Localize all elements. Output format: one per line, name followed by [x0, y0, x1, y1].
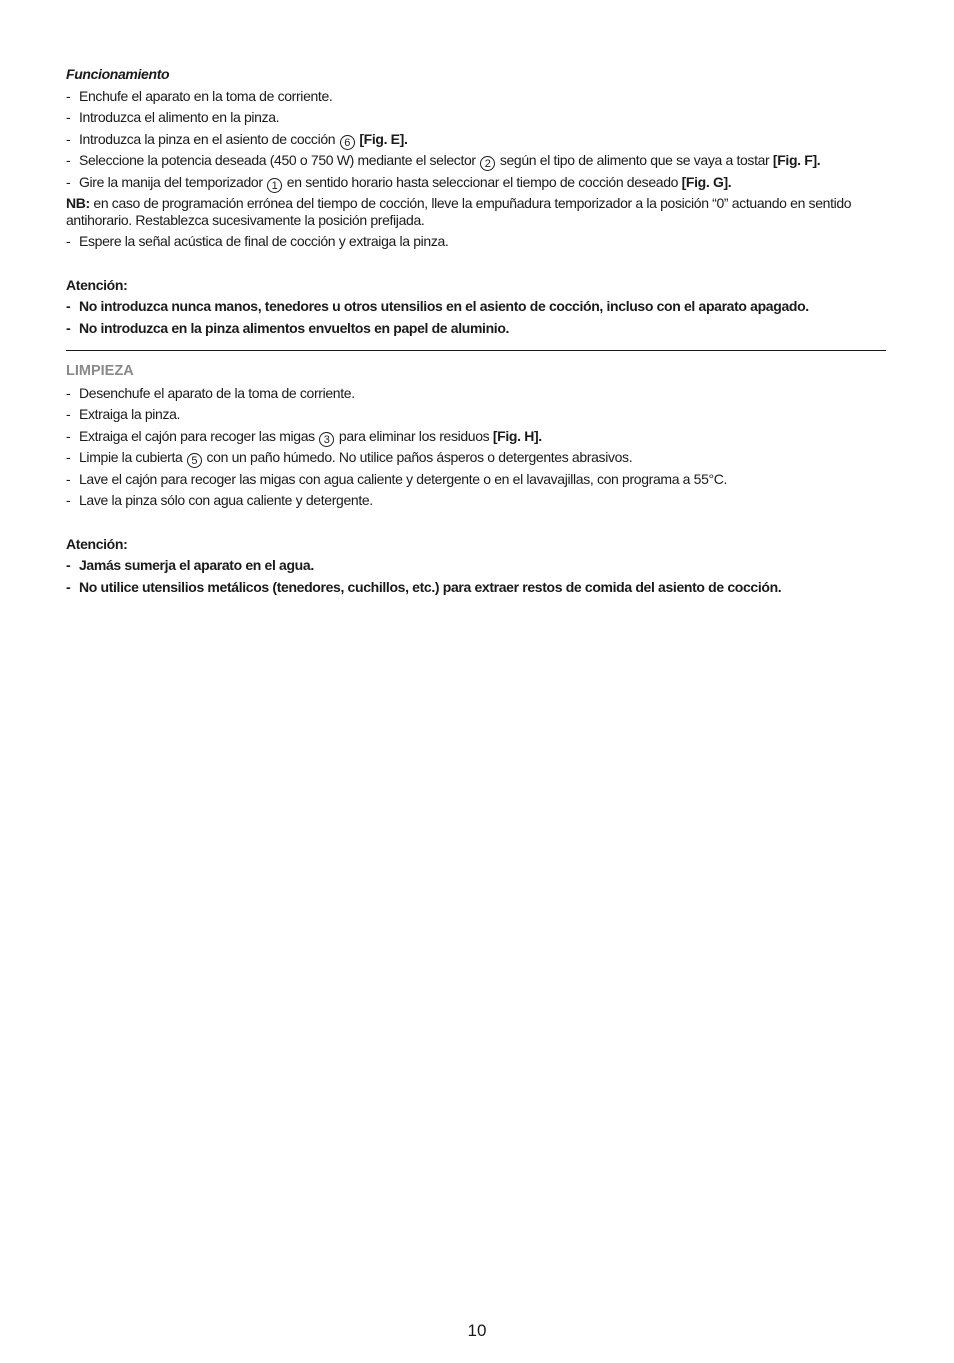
list-item: - Jamás sumerja el aparato en el agua. [66, 555, 886, 577]
list-item: - Lave el cajón para recoger las migas con agua caliente y detergente o en el lavavajillas, con programa a 55°C. [66, 469, 886, 491]
part-number-1: 1 [267, 178, 282, 193]
list-item: - No utilice utensilios metálicos (tenedores, cuchillos, etc.) para extraer restos de comida del asiento de cocción. [66, 577, 886, 599]
list-item: - Extraiga el cajón para recoger las migas 3 para eliminar los residuos [Fig. H]. [66, 426, 886, 448]
limpieza-heading: LIMPIEZA [66, 363, 134, 379]
document-page [66, 64, 886, 598]
atencion-list [66, 296, 886, 339]
funcionamiento-steps [66, 86, 886, 194]
figure-reference: [Fig. E]. [359, 130, 408, 147]
list-item: - Extraiga la pinza. [66, 404, 886, 426]
page-number: 10 [467, 1321, 487, 1340]
list-item: - No introduzca en la pinza alimentos envueltos en papel de aluminio. [66, 318, 886, 340]
funcionamiento-heading: Funcionamiento [66, 66, 170, 82]
limpieza-steps [66, 383, 886, 512]
part-number-5: 5 [187, 453, 202, 468]
atencion-heading: Atención: [66, 535, 128, 552]
nb-text: en caso de programación errónea del tiempo de cocción, lleve la empuñadura temporizador a la posición “0” actuando en sentido antihorario. Restablezca sucesivamente la posición prefijada. [66, 195, 852, 228]
list-item: - Lave la pinza sólo con agua caliente y detergente. [66, 490, 886, 512]
part-number-2: 2 [480, 156, 495, 171]
atencion-list [66, 555, 886, 598]
figure-reference: [Fig. G]. [681, 173, 732, 190]
nb-label: NB: [66, 195, 90, 211]
list-item: - Desenchufe el aparato de la toma de corriente. [66, 383, 886, 405]
list-item: - Introduzca la pinza en el asiento de cocción 6 [Fig. E]. [66, 129, 886, 151]
figure-reference: [Fig. H]. [492, 427, 542, 444]
list-item: - No introduzca nunca manos, tenedores u otros utensilios en el asiento de cocción, incluso con el aparato apagado. [66, 296, 886, 318]
atencion-heading: Atención: [66, 276, 128, 293]
nb-note [66, 193, 886, 231]
list-item: - Limpie la cubierta 5 con un paño húmedo. No utilice paños ásperos o detergentes abrasivos. [66, 447, 886, 469]
funcionamiento-last-step [66, 231, 886, 253]
list-item: - Enchufe el aparato en la toma de corriente. [66, 86, 886, 108]
part-number-3: 3 [319, 432, 334, 447]
list-item: - Espere la señal acústica de final de cocción y extraiga la pinza. [66, 231, 886, 253]
part-number-6: 6 [340, 135, 355, 150]
figure-reference: [Fig. F]. [772, 152, 821, 168]
list-item: - Seleccione la potencia deseada (450 o 750 W) mediante el selector 2 según el tipo de alimento que se vaya a tostar [Fig. F]. [66, 150, 886, 172]
list-item: - Introduzca el alimento en la pinza. [66, 107, 886, 129]
list-item: - Gire la manija del temporizador 1 en sentido horario hasta seleccionar el tiempo de cocción deseado [Fig. G]. [66, 172, 886, 194]
